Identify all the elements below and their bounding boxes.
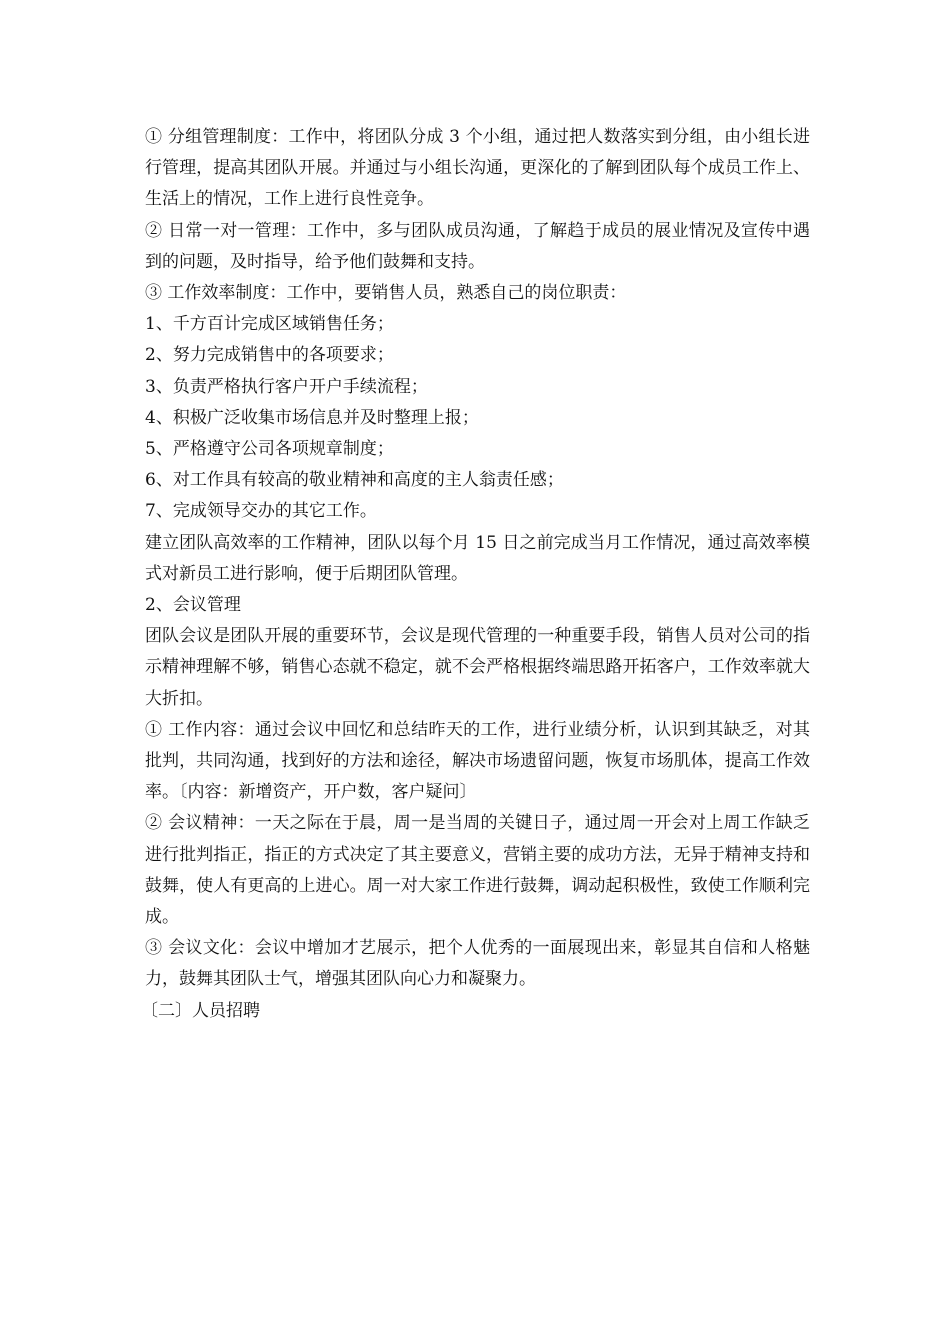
- document-body: [141, 122, 810, 1027]
- paragraph-efficiency-system: ③ 工作效率制度：工作中，要销售人员，熟悉自己的岗位职责：: [145, 283, 627, 304]
- paragraph-meeting-spirit: ② 会议精神：一天之际在于晨，周一是当周的关键日子，通过周一开会对上周工作缺乏进行批判指正，指正的方式决定了其主要意义，营销主要的成功方法，无异于精神支持和鼓舞，使人有更高的上进心。周一对大家工作进行鼓舞，调动起积极性，致使工作顺利完成。: [145, 813, 810, 928]
- paragraph-meeting-intro: 团队会议是团队开展的重要环节，会议是现代管理的一种重要手段，销售人员对公司的指示精神理解不够，销售心态就不稳定，就不会严格根据终端思路开拓客户，工作效率就大大折扣。: [145, 626, 810, 709]
- paragraph-meeting-content: ① 工作内容：通过会议中回忆和总结昨天的工作，进行业绩分析，认识到其缺乏，对其批判，共同沟通，找到好的方法和途径，解决市场遗留问题，恢复市场肌体，提高工作效率。〔内容：新增资产，开户数，客户疑问〕: [145, 719, 810, 803]
- list-item: 5、严格遵守公司各项规章制度；: [145, 439, 394, 460]
- section-heading: 〔二〕人员招聘: [141, 1000, 260, 1021]
- subheading-meeting-management: 2、会议管理: [145, 595, 241, 616]
- paragraph-team-spirit: 建立团队高效率的工作精神，团队以每个月 15 日之前完成当月工作情况，通过高效率模式对新员工进行影响，便于后期团队管理。: [145, 532, 810, 584]
- paragraph-one-on-one: ② 日常一对一管理：工作中，多与团队成员沟通，了解趋于成员的展业情况及宣传中遇到的问题，及时指导，给予他们鼓舞和支持。: [145, 220, 810, 272]
- list-item: 7、完成领导交办的其它工作。: [145, 501, 377, 522]
- list-item: 3、负责严格执行客户开户手续流程；: [145, 376, 428, 397]
- paragraph-group-management: ① 分组管理制度：工作中，将团队分成 3 个小组，通过把人数落实到分组，由小组长进行管理，提高其团队开展。并通过与小组长沟通，更深化的了解到团队每个成员工作上、生活上的情况，工作上进行良性竞争。: [145, 127, 810, 210]
- list-item: 4、积极广泛收集市场信息并及时整理上报；: [145, 407, 479, 428]
- list-item: 6、对工作具有较高的敬业精神和高度的主人翁责任感；: [145, 470, 564, 491]
- list-item: 2、努力完成销售中的各项要求；: [145, 345, 394, 366]
- paragraph-meeting-culture: ③ 会议文化：会议中增加才艺展示，把个人优秀的一面展现出来，彰显其自信和人格魅力，鼓舞其团队士气，增强其团队向心力和凝聚力。: [145, 938, 810, 990]
- list-item: 1、千方百计完成区域销售任务；: [145, 314, 394, 335]
